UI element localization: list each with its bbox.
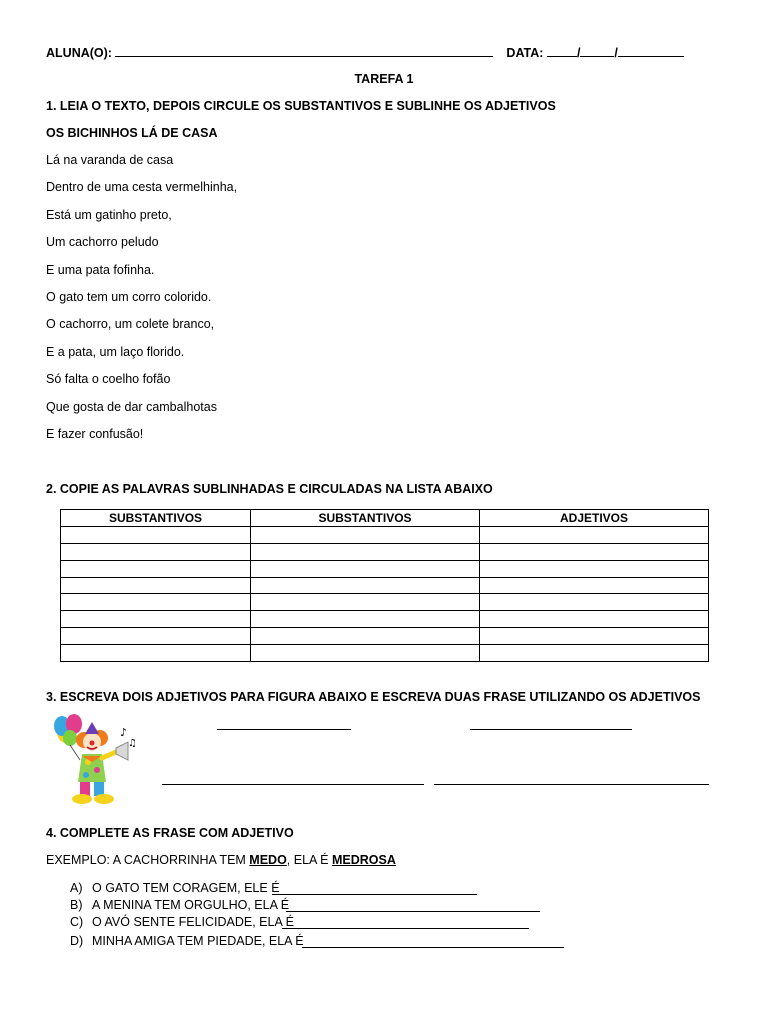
poem-line: Só falta o coelho fofão xyxy=(46,372,171,386)
list-item xyxy=(70,881,280,895)
list-item-text: O AVÓ SENTE FELICIDADE, ELA É xyxy=(92,915,294,929)
table-row xyxy=(61,628,709,645)
list-item-text: MINHA AMIGA TEM PIEDADE, ELA É xyxy=(92,934,304,948)
table-cell[interactable] xyxy=(480,645,709,662)
answer-line[interactable] xyxy=(272,894,477,895)
adjective-line-2[interactable] xyxy=(470,729,632,730)
table-cell[interactable] xyxy=(251,577,480,594)
poem-line: Dentro de uma cesta vermelhinha, xyxy=(46,180,238,194)
poem-line: E fazer confusão! xyxy=(46,427,144,441)
column-header: SUBSTANTIVOS xyxy=(251,510,480,527)
table-cell[interactable] xyxy=(251,543,480,560)
sentence-line-1[interactable] xyxy=(162,784,424,785)
example-sentence xyxy=(46,853,396,867)
date-month-field[interactable] xyxy=(580,44,614,57)
poem-line: E a pata, um laço florido. xyxy=(46,345,185,359)
table-cell[interactable] xyxy=(480,577,709,594)
date-separator: / xyxy=(576,46,581,60)
table-cell[interactable] xyxy=(480,560,709,577)
list-marker: A) xyxy=(70,881,83,895)
list-item xyxy=(70,915,294,929)
list-item-text: O GATO TEM CORAGEM, ELE É xyxy=(92,881,280,895)
page-title: TAREFA 1 xyxy=(354,72,414,86)
date-year-field[interactable] xyxy=(618,44,684,57)
answer-line[interactable] xyxy=(302,947,564,948)
column-header: SUBSTANTIVOS xyxy=(61,510,251,527)
table-cell[interactable] xyxy=(480,611,709,628)
poem-line: Lá na varanda de casa xyxy=(46,153,174,167)
table-row xyxy=(61,611,709,628)
q4-instruction: 4. COMPLETE AS FRASE COM ADJETIVO xyxy=(46,826,294,840)
clown-image xyxy=(52,712,138,806)
student-name-field[interactable] xyxy=(115,44,493,57)
table-cell[interactable] xyxy=(61,543,251,560)
list-item xyxy=(70,934,304,948)
q1-instruction: 1. LEIA O TEXTO, DEPOIS CIRCULE OS SUBSTANTIVOS E SUBLINHE OS ADJETIVOS xyxy=(46,99,556,113)
table-row xyxy=(61,526,709,543)
table-cell[interactable] xyxy=(61,577,251,594)
sentence-line-2[interactable] xyxy=(434,784,709,785)
table-header-row xyxy=(61,510,709,527)
table-cell[interactable] xyxy=(251,526,480,543)
q3-instruction: 3. ESCREVA DOIS ADJETIVOS PARA FIGURA ABAIXO E ESCREVA DUAS FRASE UTILIZANDO OS ADJETIVOS xyxy=(46,690,701,704)
table-cell[interactable] xyxy=(251,594,480,611)
example-adjective: MEDROSA xyxy=(331,853,396,867)
answer-line[interactable] xyxy=(282,928,529,929)
poem-line: O cachorro, um colete branco, xyxy=(46,317,215,331)
table-cell[interactable] xyxy=(61,645,251,662)
table-cell[interactable] xyxy=(480,526,709,543)
list-marker: B) xyxy=(70,898,83,912)
table-cell[interactable] xyxy=(61,628,251,645)
table-cell[interactable] xyxy=(61,526,251,543)
answer-line[interactable] xyxy=(286,911,540,912)
list-item-text: A MENINA TEM ORGULHO, ELA É xyxy=(92,898,290,912)
example-noun: MEDO xyxy=(249,853,287,867)
student-header xyxy=(46,44,696,60)
table-cell[interactable] xyxy=(251,611,480,628)
poem-line: Que gosta de dar cambalhotas xyxy=(46,400,217,414)
date-day-field[interactable] xyxy=(547,44,577,57)
list-item xyxy=(70,898,289,912)
table-row xyxy=(61,645,709,662)
table-cell[interactable] xyxy=(480,594,709,611)
poem-line: E uma pata fofinha. xyxy=(46,263,155,277)
column-header: ADJETIVOS xyxy=(480,510,709,527)
student-label: ALUNA(O): xyxy=(46,46,112,60)
table-row xyxy=(61,577,709,594)
table-row xyxy=(61,560,709,577)
table-cell[interactable] xyxy=(251,560,480,577)
example-mid: , ELA É xyxy=(286,853,332,867)
table-cell[interactable] xyxy=(61,611,251,628)
date-label: DATA: xyxy=(506,46,544,60)
table-cell[interactable] xyxy=(480,543,709,560)
word-table xyxy=(60,509,709,662)
q2-instruction: 2. COPIE AS PALAVRAS SUBLINHADAS E CIRCULADAS NA LISTA ABAIXO xyxy=(46,482,493,496)
poem-line: Está um gatinho preto, xyxy=(46,208,172,222)
list-marker: D) xyxy=(70,934,84,948)
table-cell[interactable] xyxy=(480,628,709,645)
table-row xyxy=(61,594,709,611)
table-row xyxy=(61,543,709,560)
table-cell[interactable] xyxy=(251,628,480,645)
poem-title: OS BICHINHOS LÁ DE CASA xyxy=(46,126,218,140)
table-cell[interactable] xyxy=(61,594,251,611)
example-prefix: EXEMPLO: A CACHORRINHA TEM xyxy=(46,853,250,867)
date-separator: / xyxy=(614,46,618,60)
poem-line: O gato tem um corro colorido. xyxy=(46,290,212,304)
svg-text:♪: ♪ xyxy=(120,726,128,739)
list-marker: C) xyxy=(70,915,84,929)
svg-text:♫: ♫ xyxy=(128,738,137,749)
adjective-line-1[interactable] xyxy=(217,729,351,730)
table-cell[interactable] xyxy=(61,560,251,577)
poem-line: Um cachorro peludo xyxy=(46,235,159,249)
table-cell[interactable] xyxy=(251,645,480,662)
